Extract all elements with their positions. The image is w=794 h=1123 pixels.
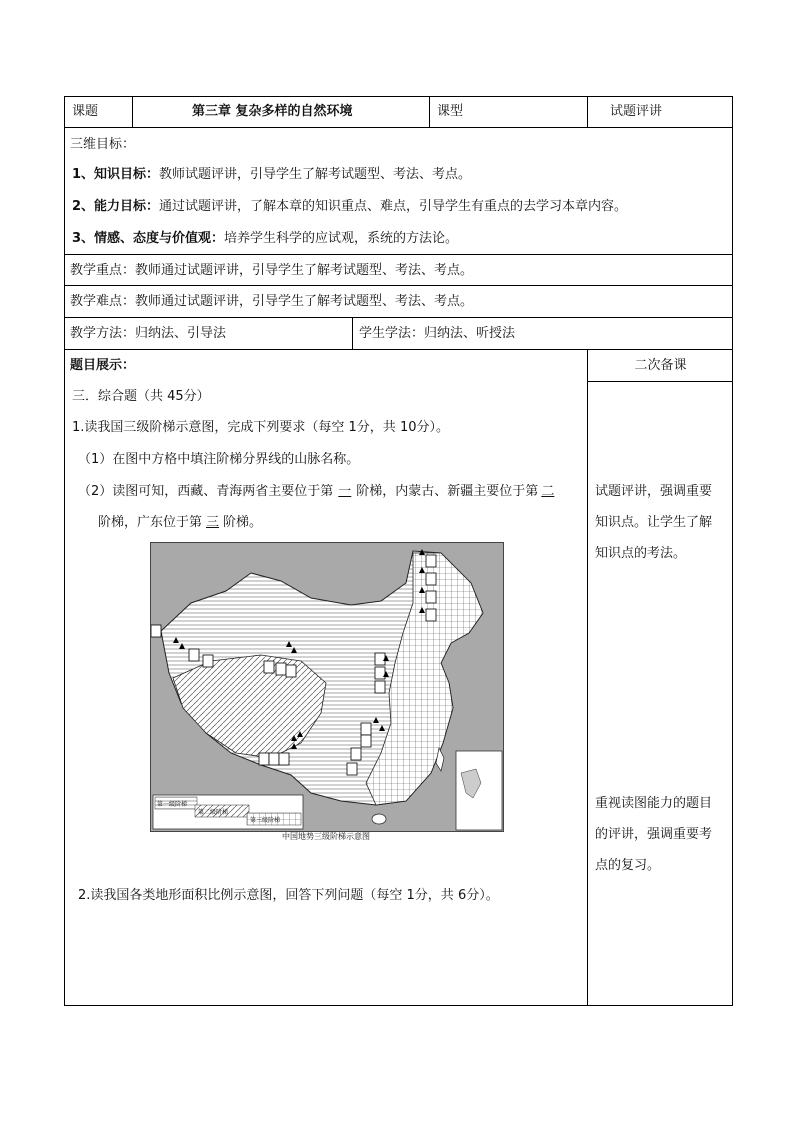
legend-step-2: 第二级阶梯 [198,809,229,816]
side-heading: 二次备课 [634,358,687,373]
question-1-1: （1）在图中方格中填注阶梯分界线的山脉名称。 [78,452,360,467]
display-heading: 题目展示： [70,358,136,373]
question-2: 2.读我国各类地形面积比例示意图，回答下列问题（每空 1分，共 6分）。 [78,888,499,903]
col-divider [429,96,430,127]
side-note-2-line-3: 点的复习。 [595,858,661,873]
map-caption: 中国地势三级阶梯示意图 [282,832,370,841]
col-divider [352,317,353,349]
ability-text: 通过试题评讲，了解本章的知识重点、难点，引导学生有重点的去学习本章内容。 [159,199,628,214]
china-terrain-map [150,542,504,832]
objectives-heading: 三维目标： [70,137,136,152]
map-drawing [151,543,503,831]
side-note-1-line-3: 知识点的考法。 [595,546,687,561]
side-note-1-line-1: 试题评讲，强调重要 [595,484,713,499]
emotion-text: 培养学生科学的应试观，系统的方法论。 [224,231,459,246]
side-note-2-line-2: 的评讲，强调重要考 [595,827,713,842]
key-point: 教学重点：教师通过试题评讲，引导学生了解考试题型、考法、考点。 [70,263,474,278]
row-divider [64,254,733,255]
answer-blank-1: 一 [338,484,352,499]
col-divider [587,349,588,1006]
answer-blank-3: 三 [206,515,220,530]
type-value: 试题评讲 [610,104,663,119]
question-1: 1.读我国三级阶梯示意图，完成下列要求（每空 1分，共 10分）。 [72,420,449,435]
question-1-2: （2）读图可知，西藏、青海两省主要位于第 一 阶梯，内蒙古、新疆主要位于第 二 [78,483,557,501]
row-divider [64,317,733,318]
row-divider [64,285,733,286]
row-divider [64,127,733,128]
side-note-2-line-1: 重视读图能力的题目 [595,796,713,811]
side-note-1-line-2: 知识点。让学生了解 [595,515,713,530]
col-divider [587,96,588,127]
teaching-method: 教学方法：归纳法、引导法 [70,326,227,341]
col-divider [132,96,133,127]
course-label: 课题 [72,104,99,119]
section-title: 三．综合题（共 45分） [72,389,210,404]
type-label: 课型 [437,104,464,119]
answer-blank-2: 二 [541,484,555,499]
row-divider [64,349,733,350]
difficulty: 教学难点：教师通过试题评讲，引导学生了解考试题型、考法、考点。 [70,294,474,309]
legend-step-1: 第一级阶梯 [157,801,188,808]
emotion-label: 3、情感、态度与价值观： [72,231,225,246]
side-divider [587,381,733,382]
knowledge-label: 1、知识目标： [72,167,160,182]
knowledge-text: 教师试题评讲，引导学生了解考试题型、考法、考点。 [159,167,472,182]
learning-method: 学生学法：归纳法、听授法 [359,326,516,341]
legend-step-3: 第三级阶梯 [250,817,281,824]
ability-label: 2、能力目标： [72,199,160,214]
course-title: 第三章 复杂多样的自然环境 [192,104,353,119]
